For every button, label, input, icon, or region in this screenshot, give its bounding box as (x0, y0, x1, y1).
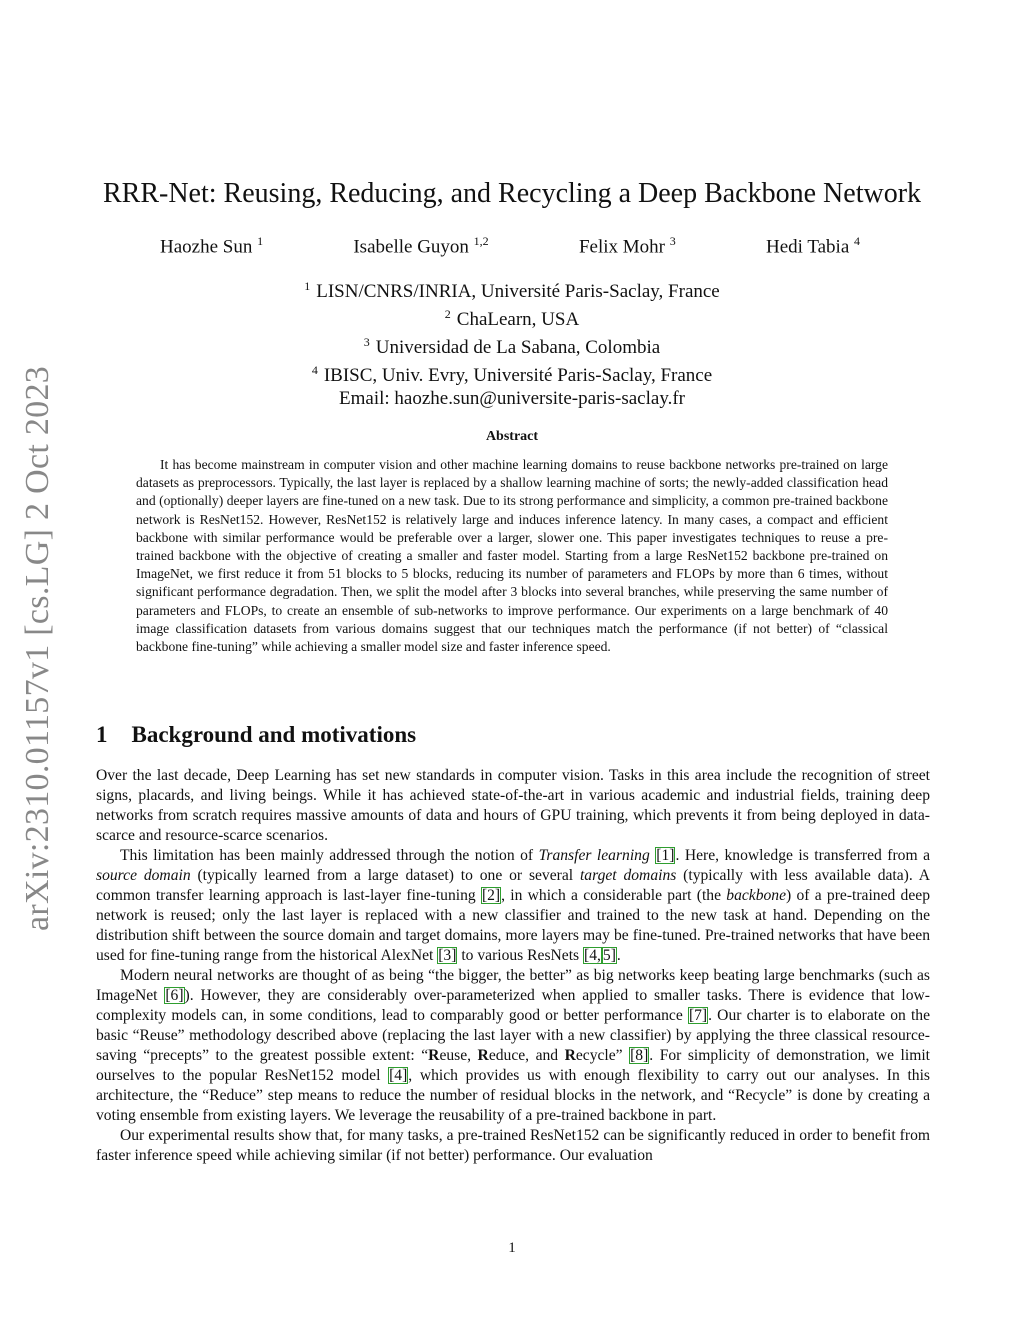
text-run: This limitation has been mainly addressed through the notion of (120, 847, 539, 864)
emphasis: backbone (726, 887, 787, 904)
emphasis: target domains (579, 867, 677, 884)
paragraph: Our experimental results show that, for many tasks, a pre-trained ResNet152 can be significantly reduced in order to benefit from faster inference speed while achieving similar (if not better) performance. Our evaluation (96, 1127, 930, 1164)
bold-initial: R (564, 1047, 576, 1064)
section-body (96, 766, 930, 1166)
citation-link[interactable]: 5] (602, 947, 616, 964)
author-name: Felix Mohr (578, 236, 665, 258)
paragraph: Over the last decade, Deep Learning has set new standards in computer vision. Tasks in this area include the recognition of street signs, placards, and living beings. While it has achieved state-of-the-art in various academic and industrial fields, training deep networks from scratch requires massive amounts of data and hours of GPU training, which prevents it from being deployed in data-scarce and resource-scarce scenarios. (96, 767, 930, 844)
affiliation-mark: 1 (304, 279, 311, 293)
text-run: , in which a considerable part (the (501, 887, 727, 904)
affiliation (200, 359, 824, 387)
affiliation (200, 275, 824, 303)
paragraph (96, 966, 930, 1126)
text-run: . Our charter is to elaborate on the basic “Reuse” methodology described above (replacing the last layer with a new classifier) by applying the three classical resource-saving “precepts” to the greatest possible extent: “ (96, 1007, 931, 1064)
emphasis: source domain (96, 867, 191, 884)
author-affil-mark: 4 (854, 234, 860, 248)
affiliation-mark: 2 (444, 307, 451, 321)
abstract-heading: Abstract (485, 429, 539, 444)
bold-initial: R (428, 1047, 440, 1064)
text-run: . (616, 947, 621, 964)
page-number: 1 (508, 1240, 516, 1256)
text-run: euse, (439, 1047, 478, 1064)
affiliation (200, 331, 824, 359)
citation-link[interactable]: [7] (688, 1007, 708, 1024)
paragraph (96, 846, 930, 966)
text-run: , which provides us with enough flexibility to carry out our analyses. In this architecture, the “Reduce” step means to reduce the number of residual blocks in the network, and “Recycle” is done by creating a voting ensemble from existing layers. We leverage the reusability of a pre-trained backbone in part. (96, 1067, 930, 1124)
section-title: Background and motivations (131, 722, 417, 747)
citation-link[interactable]: [8] (630, 1047, 649, 1064)
author-affil-mark: 1 (257, 234, 264, 248)
text-run: to various ResNets (457, 947, 584, 964)
section-heading (96, 722, 416, 748)
citation-link[interactable]: [2] (481, 887, 501, 904)
affiliations (200, 275, 824, 410)
author (579, 234, 676, 258)
text-run: educe, and (488, 1047, 565, 1064)
author-list (160, 234, 860, 258)
author (766, 234, 860, 258)
author (160, 234, 263, 258)
affiliation-text: IBISC, Univ. Evry, Université Paris-Saclay, France (323, 365, 713, 386)
affiliation (200, 303, 824, 331)
text-run: ) of a pre-trained deep network is reused; only the last layer is replaced with a new classifier and trained to the new task at hand. Depending on the distribution shift between the source domain and target domains, more layers may be fine-tuned. Pre-trained networks that have been used for fine-tuning range from the historical AlexNet (96, 887, 930, 964)
author-name: Isabelle Guyon (353, 236, 469, 258)
affiliation-text: ChaLearn, USA (456, 309, 580, 330)
citation-link[interactable]: [3] (438, 947, 457, 964)
text-run: ecycle” (575, 1047, 630, 1064)
citation-link[interactable]: [1] (656, 847, 675, 864)
text-run: . For simplicity of demonstration, we limit ourselves to the popular ResNet152 model (96, 1047, 930, 1084)
bold-initial: R (477, 1047, 489, 1064)
text-run: ). However, they are considerably over-parameterized when applied to smaller tasks. There is evidence that low-complexity models can, in some conditions, lead to comparably good or better performance (96, 987, 930, 1024)
section-number: 1 (96, 722, 108, 747)
emphasis: Transfer learning (538, 847, 650, 864)
text-run: (typically learned from a large dataset) to one or several (190, 867, 580, 884)
arxiv-sidebar-stamp: arXiv:2310.01157v1 [cs.LG] 2 Oct 2023 (19, 365, 56, 931)
contact-email: Email: haozhe.sun@universite-paris-saclay.fr (339, 388, 685, 409)
citation-link[interactable]: [6] (165, 987, 184, 1004)
author-name: Hedi Tabia (765, 236, 850, 258)
affiliation-text: Universidad de La Sabana, Colombia (375, 337, 661, 358)
author-name: Haozhe Sun (160, 236, 253, 258)
author-affil-mark: 3 (669, 234, 676, 248)
author (353, 234, 488, 258)
affiliation-mark: 3 (363, 335, 370, 349)
text-run: (typically with less available data). A common transfer learning approach is last-layer fine-tuning (96, 867, 931, 904)
affiliation-text: LISN/CNRS/INRIA, Université Paris-Saclay, France (316, 281, 720, 302)
paper-title: RRR-Net: Reusing, Reducing, and Recycling a Deep Backbone Network (102, 178, 922, 209)
citation-link[interactable]: [4, (584, 947, 601, 964)
text-run: Modern neural networks are thought of as being “the bigger, the better” as big networks keep beating large benchmarks (such as ImageNet (96, 967, 930, 1004)
affiliation-mark: 4 (311, 363, 318, 377)
author-affil-mark: 1,2 (473, 234, 489, 248)
citation-link[interactable]: [4] (389, 1067, 408, 1084)
abstract-text: It has become mainstream in computer vision and other machine learning domains to reuse backbone networks pre-trained on large datasets as preprocessors. Typically, the last layer is replaced by a shallow learning machine of sorts; the newly-added classification head and (optionally) deeper layers are fine-tuned on a new task. Due to its strong performance and simplicity, a common pre-trained backbone network is ResNet152. However, ResNet152 is relatively large and induces inference latency. In many cases, a compact and efficient backbone with similar performance would be preferable over a larger, slower one. This paper investigates techniques to reuse a pre-trained backbone with the objective of creating a smaller and faster model. Starting from a large ResNet152 backbone pre-trained on ImageNet, we first reduce it from 51 blocks to 5 blocks, reducing its number of parameters and FLOPs by more than 6 times, without significant performance degradation. Then, we split the model after 3 blocks into several branches, while preserving the same number of parameters and FLOPs, to create an ensemble of sub-networks to improve performance. Our experiments on a large benchmark of 40 image classification datasets from various domains suggest that our techniques match the performance (if not better) of “classical backbone fine-tuning” while achieving a smaller model size and faster inference speed. (136, 457, 888, 655)
text-run: . Here, knowledge is transferred from a (675, 847, 930, 864)
